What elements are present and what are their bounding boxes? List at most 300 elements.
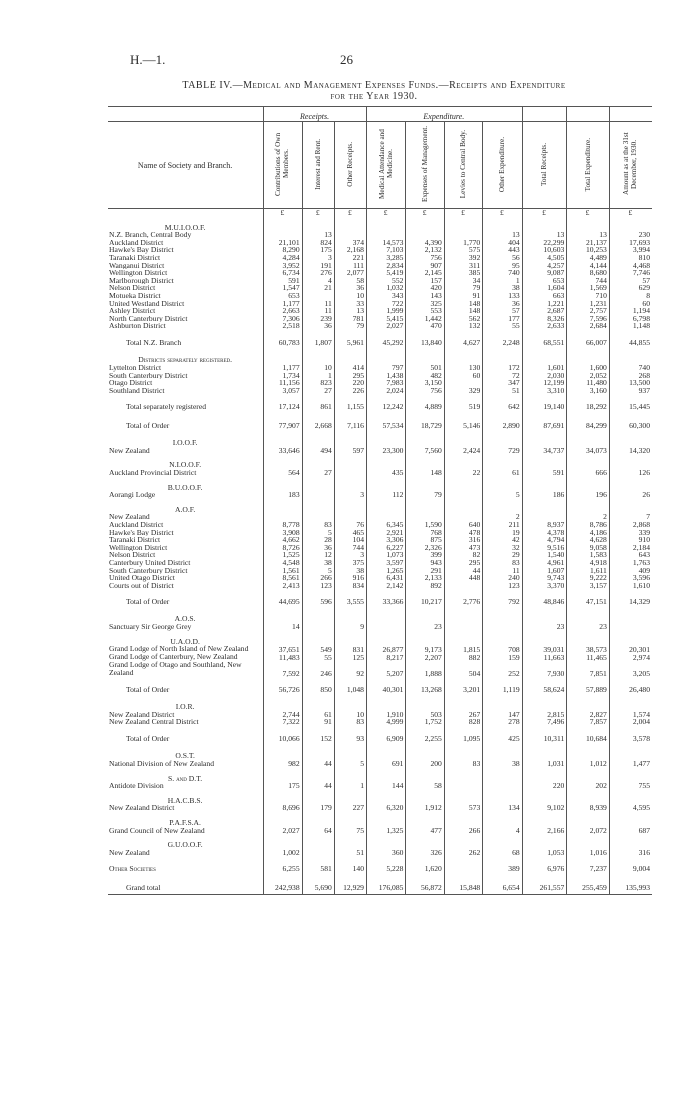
row-label: Grand Lodge of Canterbury, New Zealand: [109, 653, 238, 662]
table-cell: 823: [302, 379, 334, 387]
table-cell: 92: [334, 661, 366, 677]
table-cell: 276: [302, 269, 334, 277]
table-cell: 13: [483, 231, 522, 239]
section-heading-row: [108, 505, 652, 514]
table-cell: 144: [366, 782, 405, 790]
table-cell: 6,798: [609, 315, 652, 323]
table-cell: 132: [444, 322, 482, 330]
section-heading: G.U.O.O.F.: [167, 840, 203, 849]
table-cell: 744: [334, 544, 366, 552]
section-heading-row: [108, 774, 652, 783]
table-cell: 61: [302, 711, 334, 719]
table-cell: [366, 231, 405, 239]
section-heading: M.U.I.O.O.F.: [164, 222, 206, 232]
table-cell: 740: [609, 364, 652, 372]
row-label: New Zealand District: [109, 710, 175, 719]
table-cell: 663: [522, 292, 567, 300]
table-cell: 56: [483, 254, 522, 262]
table-cell: [406, 231, 444, 239]
table-cell: 2,834: [366, 262, 405, 270]
table-cell: 123: [302, 582, 334, 590]
table-cell: [406, 438, 444, 447]
table-cell: 756: [406, 387, 444, 395]
row-label: Lyttelton District: [109, 363, 162, 372]
table-cell: [302, 774, 334, 783]
table-cell: 1,610: [609, 582, 652, 590]
table-cell: 93: [334, 732, 366, 745]
table-cell: [483, 818, 522, 827]
table-cell: 148: [444, 300, 482, 308]
table-cell: 1,815: [444, 645, 482, 653]
table-cell: 58: [406, 782, 444, 790]
table-cell: [264, 355, 302, 364]
table-cell: [302, 292, 334, 300]
table-cell: [483, 702, 522, 711]
table-cell: 9,516: [522, 544, 567, 552]
table-cell: [483, 637, 522, 646]
table-cell: [406, 796, 444, 805]
table-cell: 653: [264, 292, 302, 300]
table-cell: 643: [609, 551, 652, 559]
section-heading-row: [108, 438, 652, 447]
table-row: [108, 862, 652, 875]
table-cell: 6,431: [366, 574, 405, 582]
row-label: Total N.Z. Branch: [126, 337, 182, 347]
table-cell: 5,690: [302, 881, 334, 895]
table-cell: 7,103: [366, 246, 405, 254]
table-cell: [334, 469, 366, 477]
table-cell: 1,601: [522, 364, 567, 372]
table-cell: 1,177: [264, 364, 302, 372]
table-cell: [522, 614, 567, 623]
table-cell: 3,555: [334, 595, 366, 608]
table-cell: £: [522, 209, 567, 217]
table-cell: 316: [444, 536, 482, 544]
table-cell: [406, 460, 444, 469]
table-cell: 33: [334, 300, 366, 308]
table-cell: 343: [366, 292, 405, 300]
table-title-line1: TABLE IV.—Medical and Management Expenses Funds.—Receipts and Expenditure: [182, 80, 566, 91]
table-cell: 10,684: [567, 732, 610, 745]
table-cell: 230: [609, 231, 652, 239]
table-cell: 10,603: [522, 246, 567, 254]
table-cell: 3,306: [366, 536, 405, 544]
table-cell: 666: [567, 469, 610, 477]
table-cell: 8,680: [567, 269, 610, 277]
table-cell: 8,561: [264, 574, 302, 582]
table-cell: [444, 379, 482, 387]
table-cell: 220: [522, 782, 567, 790]
table-cell: 653: [522, 277, 567, 285]
table-cell: 420: [406, 284, 444, 292]
table-cell: 1,438: [366, 372, 405, 380]
table-cell: 4,627: [444, 336, 482, 349]
table-cell: 42: [483, 536, 522, 544]
table-cell: 26,480: [609, 683, 652, 696]
section-heading: O.S.T.: [175, 750, 195, 760]
table-cell: 57: [483, 307, 522, 315]
column-header-text: Contributions of Own Members.: [274, 132, 291, 196]
table-cell: 409: [609, 567, 652, 575]
table-cell: 494: [302, 447, 334, 455]
table-cell: 44: [302, 760, 334, 768]
row-label: New Zealand: [109, 446, 150, 455]
row-label: Total of Order: [126, 684, 170, 694]
table-cell: [366, 483, 405, 492]
table-cell: 4,505: [522, 254, 567, 262]
table-cell: 295: [444, 559, 482, 567]
table-cell: [406, 614, 444, 623]
table-cell: [483, 438, 522, 447]
table-row: [108, 254, 652, 262]
table-cell: 4,257: [522, 262, 567, 270]
table-cell: [302, 505, 334, 514]
table-cell: 64: [302, 827, 334, 835]
table-cell: 473: [444, 544, 482, 552]
row-label: Taranaki District: [109, 253, 161, 262]
table-cell: 311: [444, 262, 482, 270]
table-cell: [522, 438, 567, 447]
table-cell: 268: [609, 372, 652, 380]
row-label: Wanganui District: [109, 261, 165, 270]
table-cell: 7,596: [567, 315, 610, 323]
row-label: Grand Council of New Zealand: [109, 826, 205, 835]
table-row: [108, 231, 652, 239]
table-cell: 87,691: [522, 419, 567, 432]
row-label: Antidote Division: [109, 782, 164, 790]
table-cell: 57,889: [567, 683, 610, 696]
table-cell: 4,889: [406, 400, 444, 413]
table-cell: [609, 840, 652, 849]
table-cell: 60: [609, 300, 652, 308]
table-row: [108, 551, 652, 559]
table-cell: 22,299: [522, 239, 567, 247]
table-cell: 2,424: [444, 447, 482, 455]
table-cell: 11,156: [264, 379, 302, 387]
table-cell: 9,004: [609, 862, 652, 875]
table-cell: 3,370: [522, 582, 567, 590]
table-cell: 36: [483, 300, 522, 308]
table-cell: 562: [444, 315, 482, 323]
table-cell: 7,983: [366, 379, 405, 387]
table-cell: [567, 614, 610, 623]
table-row: [108, 262, 652, 270]
table-cell: 7,746: [609, 269, 652, 277]
section-heading: S. and D.T.: [168, 773, 203, 783]
table-cell: [522, 460, 567, 469]
table-cell: [302, 702, 334, 711]
table-cell: 79: [444, 284, 482, 292]
table-cell: [264, 751, 302, 760]
table-cell: 60,300: [609, 419, 652, 432]
table-cell: 186: [522, 491, 567, 499]
table-cell: [406, 818, 444, 827]
expenses-table: [108, 106, 652, 895]
table-cell: 2,072: [567, 827, 610, 835]
table-body: [108, 209, 652, 895]
table-cell: [334, 460, 366, 469]
table-cell: 202: [567, 782, 610, 790]
table-cell: [302, 438, 334, 447]
table-cell: 325: [406, 300, 444, 308]
table-cell: [406, 774, 444, 783]
table-cell: 266: [444, 827, 482, 835]
table-cell: 12: [302, 551, 334, 559]
table-cell: 14,320: [609, 447, 652, 455]
table-cell: 4,284: [264, 254, 302, 262]
table-cell: [609, 223, 652, 232]
table-cell: 83: [444, 760, 482, 768]
table-cell: [334, 438, 366, 447]
table-cell: [334, 355, 366, 364]
table-cell: 2,052: [567, 372, 610, 380]
table-cell: [406, 840, 444, 849]
group-header-expenditure: Expenditure.: [366, 107, 522, 122]
column-header: [444, 122, 482, 209]
table-cell: 267: [444, 711, 482, 719]
table-cell: 111: [334, 262, 366, 270]
table-cell: 1,477: [609, 760, 652, 768]
table-cell: 11,663: [522, 653, 567, 661]
table-cell: 1,752: [406, 718, 444, 726]
table-cell: 875: [406, 536, 444, 544]
section-heading: N.I.O.O.F.: [169, 460, 202, 470]
table-cell: 6,909: [366, 732, 405, 745]
table-cell: 8,937: [522, 521, 567, 529]
table-cell: 503: [406, 711, 444, 719]
table-cell: [302, 513, 334, 521]
table-cell: [609, 774, 652, 783]
table-cell: 2,077: [334, 269, 366, 277]
table-cell: 266: [302, 574, 334, 582]
table-cell: 916: [334, 574, 366, 582]
table-cell: 38: [302, 559, 334, 567]
table-cell: 38: [334, 567, 366, 575]
table-cell: 66,007: [567, 336, 610, 349]
table-cell: 404: [483, 239, 522, 247]
table-cell: 781: [334, 315, 366, 323]
table-cell: 11,465: [567, 653, 610, 661]
table-cell: [444, 460, 482, 469]
table-cell: 18,292: [567, 400, 610, 413]
section-heading-row: [108, 614, 652, 623]
table-cell: [444, 782, 482, 790]
table-cell: 17,124: [264, 400, 302, 413]
table-cell: 3,310: [522, 387, 567, 395]
table-cell: 708: [483, 645, 522, 653]
table-cell: 9,102: [522, 804, 567, 812]
table-cell: [302, 637, 334, 646]
table-cell: 291: [406, 567, 444, 575]
table-cell: 2,518: [264, 322, 302, 330]
table-cell: 729: [483, 447, 522, 455]
table-cell: 834: [334, 582, 366, 590]
table-cell: 2,207: [406, 653, 444, 661]
table-cell: [522, 483, 567, 492]
table-cell: 478: [444, 529, 482, 537]
table-cell: 797: [366, 364, 405, 372]
section-heading: P.A.F.S.A.: [169, 817, 201, 827]
table-cell: 1,002: [264, 849, 302, 857]
table-cell: 239: [302, 315, 334, 323]
table-cell: [567, 355, 610, 364]
table-cell: 4,961: [522, 559, 567, 567]
table-cell: 11: [302, 307, 334, 315]
table-cell: 23: [406, 623, 444, 631]
table-cell: 8,217: [366, 653, 405, 661]
table-cell: [406, 513, 444, 521]
table-cell: 2,024: [366, 387, 405, 395]
table-cell: [406, 751, 444, 760]
table-cell: 9,058: [567, 544, 610, 552]
table-cell: 1,073: [366, 551, 405, 559]
row-label: Total of Order: [126, 420, 170, 430]
table-cell: 1,031: [522, 760, 567, 768]
table-row: [108, 364, 652, 372]
table-cell: 7: [609, 513, 652, 521]
table-row: [108, 300, 652, 308]
group-header-blank: [108, 107, 264, 122]
table-cell: 1,032: [366, 284, 405, 292]
table-cell: [444, 438, 482, 447]
table-cell: [567, 637, 610, 646]
table-cell: 36: [302, 322, 334, 330]
row-label: South Canterbury District: [109, 566, 188, 575]
table-cell: 57: [609, 277, 652, 285]
table-cell: 13,840: [406, 336, 444, 349]
table-cell: 44,855: [609, 336, 652, 349]
table-cell: 329: [444, 387, 482, 395]
column-header-text: Medical Attendance and Medicine.: [377, 129, 394, 200]
table-cell: 3,994: [609, 246, 652, 254]
table-cell: 4,794: [522, 536, 567, 544]
table-row: [108, 491, 652, 499]
table-cell: [366, 702, 405, 711]
table-cell: 39,031: [522, 645, 567, 653]
table-cell: [444, 505, 482, 514]
table-cell: 21,101: [264, 239, 302, 247]
section-heading: U.A.O.D.: [170, 636, 200, 646]
row-label: Grand Lodge of North Island of New Zealand: [109, 645, 249, 654]
table-cell: 1,590: [406, 521, 444, 529]
table-cell: [567, 774, 610, 783]
table-cell: 140: [334, 862, 366, 875]
table-cell: 227: [334, 804, 366, 812]
table-cell: 226: [334, 387, 366, 395]
table-cell: 4: [302, 277, 334, 285]
total-row: [108, 881, 652, 895]
table-cell: 7,851: [567, 661, 610, 677]
table-cell: 6,654: [483, 881, 522, 895]
table-cell: 7,322: [264, 718, 302, 726]
table-cell: [302, 751, 334, 760]
table-cell: 278: [483, 718, 522, 726]
table-cell: 3,201: [444, 683, 482, 696]
table-cell: 48,846: [522, 595, 567, 608]
table-row: [108, 246, 652, 254]
table-cell: 1,155: [334, 400, 366, 413]
section-heading-row: [108, 355, 652, 364]
row-label: New Zealand District: [109, 804, 175, 812]
table-cell: [609, 355, 652, 364]
table-cell: 3,285: [366, 254, 405, 262]
table-cell: 12,199: [522, 379, 567, 387]
table-cell: 177: [483, 315, 522, 323]
table-cell: 51: [483, 387, 522, 395]
table-cell: 1,540: [522, 551, 567, 559]
table-cell: [334, 505, 366, 514]
table-cell: 10: [302, 364, 334, 372]
table-cell: 907: [406, 262, 444, 270]
table-cell: 1,763: [609, 559, 652, 567]
table-cell: 597: [334, 447, 366, 455]
table-cell: 744: [567, 277, 610, 285]
table-cell: 12,929: [334, 881, 366, 895]
row-label: Total separately registered: [126, 401, 207, 411]
table-cell: 134: [483, 804, 522, 812]
table-cell: 470: [406, 322, 444, 330]
row-label: Sanctuary Sir George Grey: [109, 622, 192, 631]
table-cell: 13: [334, 307, 366, 315]
table-cell: 38,573: [567, 645, 610, 653]
table-row: [108, 536, 652, 544]
table-cell: 221: [334, 254, 366, 262]
table-cell: 7,237: [567, 862, 610, 875]
table-cell: 14,573: [366, 239, 405, 247]
table-cell: 2,815: [522, 711, 567, 719]
table-cell: [567, 483, 610, 492]
table-cell: [444, 774, 482, 783]
table-cell: [264, 505, 302, 514]
table-cell: 82: [444, 551, 482, 559]
table-cell: 385: [444, 269, 482, 277]
table-cell: 3: [334, 551, 366, 559]
table-cell: 2,133: [406, 574, 444, 582]
table-cell: 1,525: [264, 551, 302, 559]
table-cell: 15,445: [609, 400, 652, 413]
table-row: [108, 269, 652, 277]
table-cell: [366, 774, 405, 783]
table-cell: £: [406, 209, 444, 217]
table-cell: [567, 702, 610, 711]
table-cell: 157: [406, 277, 444, 285]
table-cell: 91: [444, 292, 482, 300]
table-cell: 828: [444, 718, 482, 726]
section-heading-row: [108, 483, 652, 492]
table-cell: [444, 614, 482, 623]
table-cell: 1,119: [483, 683, 522, 696]
table-cell: 7,592: [264, 661, 302, 677]
table-row: [108, 804, 652, 812]
table-cell: [406, 702, 444, 711]
table-row: [108, 284, 652, 292]
table-cell: 13: [567, 231, 610, 239]
table-cell: [264, 223, 302, 232]
table-cell: [366, 818, 405, 827]
table-cell: 295: [334, 372, 366, 380]
table-cell: 21,137: [567, 239, 610, 247]
table-cell: [483, 751, 522, 760]
table-cell: [334, 796, 366, 805]
section-heading: H.A.C.B.S.: [167, 795, 203, 805]
table-cell: 56,872: [406, 881, 444, 895]
table-cell: [567, 460, 610, 469]
table-cell: 11: [302, 300, 334, 308]
table-cell: 2,684: [567, 322, 610, 330]
table-cell: 13,268: [406, 683, 444, 696]
table-cell: 1,583: [567, 551, 610, 559]
table-cell: 55: [302, 653, 334, 661]
